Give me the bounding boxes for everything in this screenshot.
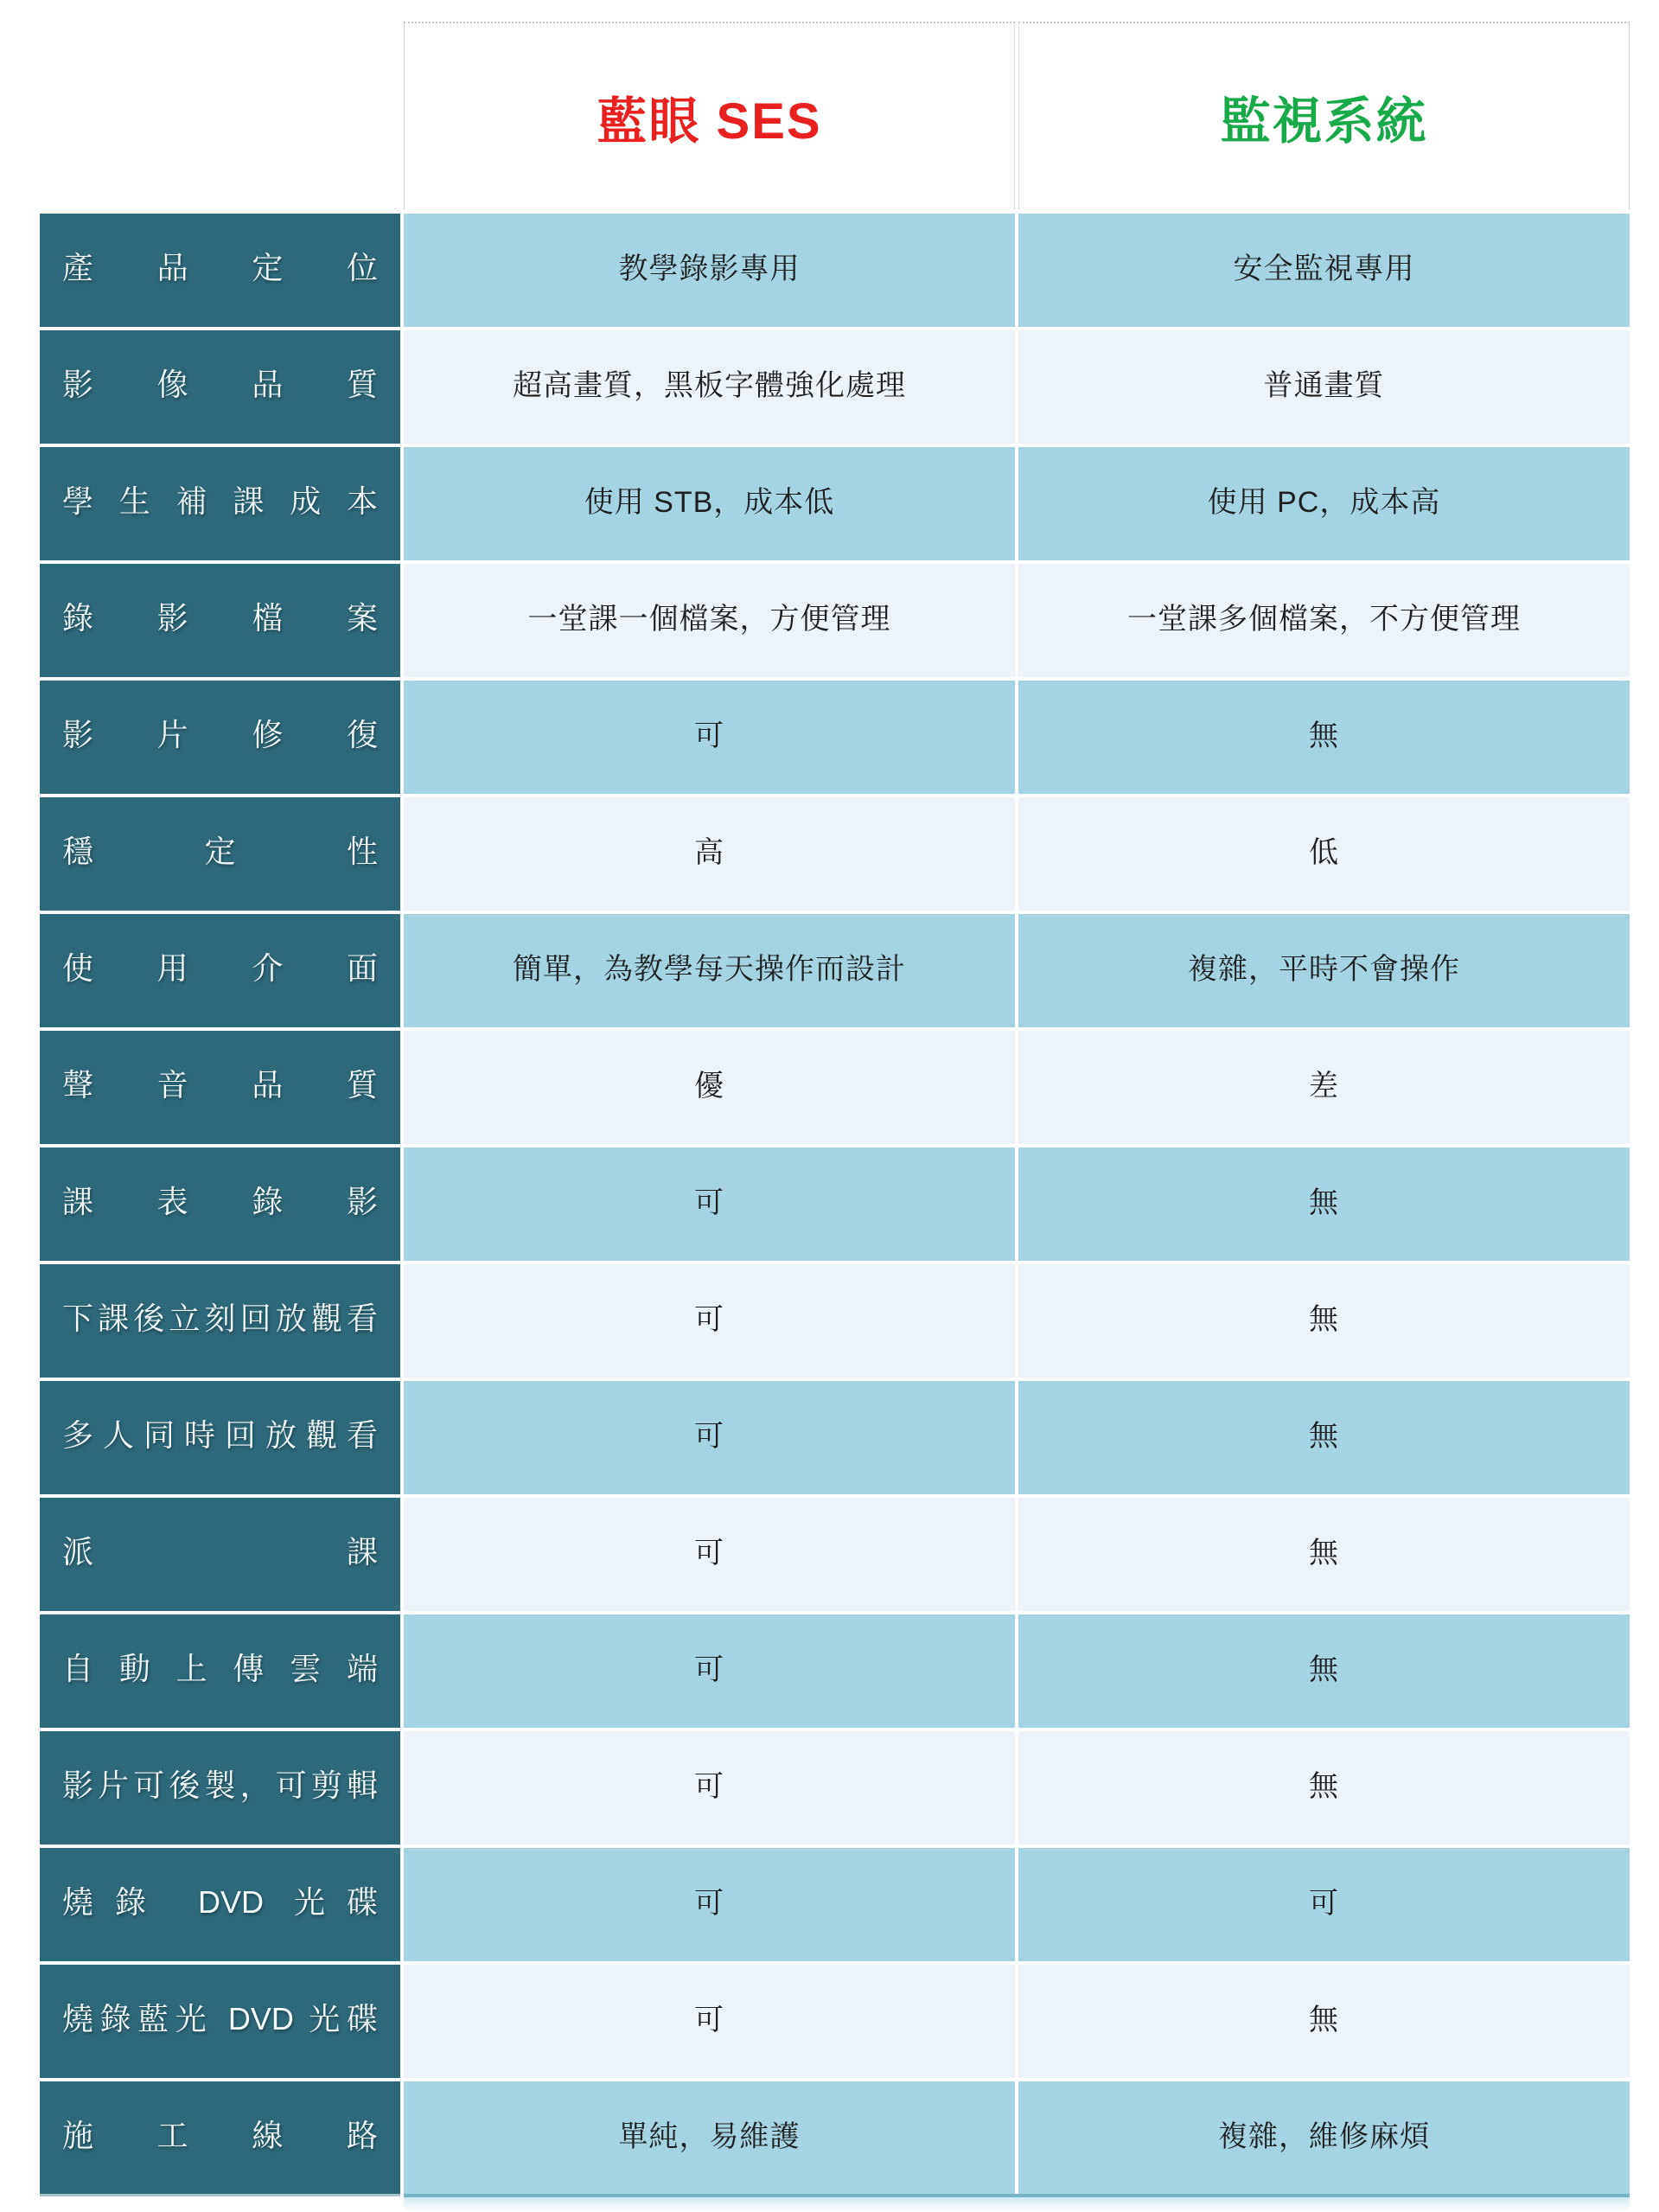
surveillance-value-cell: 一堂課多個檔案，不方便管理 bbox=[1018, 564, 1630, 677]
table-bottom-shadow bbox=[404, 2197, 1630, 2211]
row-label bbox=[40, 1965, 400, 2078]
ses-value-cell: 優 bbox=[404, 1031, 1015, 1144]
row-label bbox=[40, 1381, 400, 1494]
row-label-text: 燒錄 DVD 光碟 bbox=[62, 1884, 378, 1920]
row-label bbox=[40, 1848, 400, 1961]
row-label bbox=[40, 681, 400, 794]
row-label bbox=[40, 1264, 400, 1378]
row-label-text: 派課 bbox=[62, 1534, 378, 1569]
ses-value-cell: 可 bbox=[404, 1148, 1015, 1261]
row-label bbox=[40, 914, 400, 1027]
surveillance-value-cell: 複雜，維修麻煩 bbox=[1018, 2081, 1630, 2195]
ses-value-cell: 超高畫質，黑板字體強化處理 bbox=[404, 330, 1015, 444]
table-bottom-edge-labels bbox=[40, 2194, 400, 2196]
row-label-text: 自動上傳雲端 bbox=[62, 1651, 378, 1686]
row-label-text: 施工線路 bbox=[62, 2118, 378, 2153]
ses-value-cell: 可 bbox=[404, 1498, 1015, 1611]
ses-value-cell: 可 bbox=[404, 1614, 1015, 1728]
row-label bbox=[40, 1498, 400, 1611]
surveillance-value-cell: 差 bbox=[1018, 1031, 1630, 1144]
surveillance-value-cell: 無 bbox=[1018, 1381, 1630, 1494]
surveillance-value-cell: 無 bbox=[1018, 681, 1630, 794]
row-label-text: 影片修復 bbox=[62, 717, 378, 752]
row-label-text: 穩定性 bbox=[62, 834, 378, 869]
column-header-ses: 藍眼 SES bbox=[404, 22, 1015, 210]
row-label-text: 課表錄影 bbox=[62, 1184, 378, 1219]
row-label bbox=[40, 797, 400, 911]
surveillance-value-cell: 無 bbox=[1018, 1148, 1630, 1261]
ses-value-cell: 可 bbox=[404, 1731, 1015, 1844]
row-label bbox=[40, 330, 400, 444]
row-label bbox=[40, 214, 400, 327]
row-label-text: 聲音品質 bbox=[62, 1067, 378, 1103]
row-label-text: 學生補課成本 bbox=[62, 483, 378, 519]
surveillance-value-cell: 無 bbox=[1018, 1965, 1630, 2078]
row-label bbox=[40, 1614, 400, 1728]
surveillance-value-cell: 可 bbox=[1018, 1848, 1630, 1961]
row-label-text: 錄影檔案 bbox=[62, 600, 378, 636]
ses-value-cell: 可 bbox=[404, 1381, 1015, 1494]
ses-value-cell: 教學錄影專用 bbox=[404, 214, 1015, 327]
ses-value-cell: 可 bbox=[404, 1264, 1015, 1378]
table-corner-spacer bbox=[40, 22, 400, 210]
surveillance-value-cell: 複雜，平時不會操作 bbox=[1018, 914, 1630, 1027]
row-label bbox=[40, 1031, 400, 1144]
ses-value-cell: 可 bbox=[404, 1965, 1015, 2078]
ses-value-cell: 高 bbox=[404, 797, 1015, 911]
row-label-text: 燒錄藍光 DVD 光碟 bbox=[62, 2001, 378, 2036]
row-label bbox=[40, 1148, 400, 1261]
row-label bbox=[40, 2081, 400, 2195]
row-label-text: 產品定位 bbox=[62, 250, 378, 285]
column-header-surveillance: 監視系統 bbox=[1018, 22, 1630, 210]
comparison-table bbox=[40, 22, 1630, 2195]
surveillance-value-cell: 安全監視專用 bbox=[1018, 214, 1630, 327]
row-label-text: 影像品質 bbox=[62, 367, 378, 402]
ses-value-cell: 一堂課一個檔案，方便管理 bbox=[404, 564, 1015, 677]
surveillance-value-cell: 低 bbox=[1018, 797, 1630, 911]
surveillance-value-cell: 無 bbox=[1018, 1498, 1630, 1611]
row-label-text: 使用介面 bbox=[62, 950, 378, 986]
row-label bbox=[40, 447, 400, 560]
ses-value-cell: 可 bbox=[404, 1848, 1015, 1961]
surveillance-value-cell: 無 bbox=[1018, 1731, 1630, 1844]
ses-value-cell: 簡單，為教學每天操作而設計 bbox=[404, 914, 1015, 1027]
row-label-text: 多人同時回放觀看 bbox=[62, 1417, 378, 1453]
ses-value-cell: 可 bbox=[404, 681, 1015, 794]
surveillance-value-cell: 使用 PC，成本高 bbox=[1018, 447, 1630, 560]
surveillance-value-cell: 無 bbox=[1018, 1614, 1630, 1728]
surveillance-value-cell: 無 bbox=[1018, 1264, 1630, 1378]
row-label-text: 影片可後製，可剪輯 bbox=[62, 1768, 378, 1803]
surveillance-value-cell: 普通畫質 bbox=[1018, 330, 1630, 444]
row-label bbox=[40, 1731, 400, 1844]
ses-value-cell: 使用 STB，成本低 bbox=[404, 447, 1015, 560]
row-label bbox=[40, 564, 400, 677]
row-label-text: 下課後立刻回放觀看 bbox=[62, 1301, 378, 1336]
ses-value-cell: 單純，易維護 bbox=[404, 2081, 1015, 2195]
